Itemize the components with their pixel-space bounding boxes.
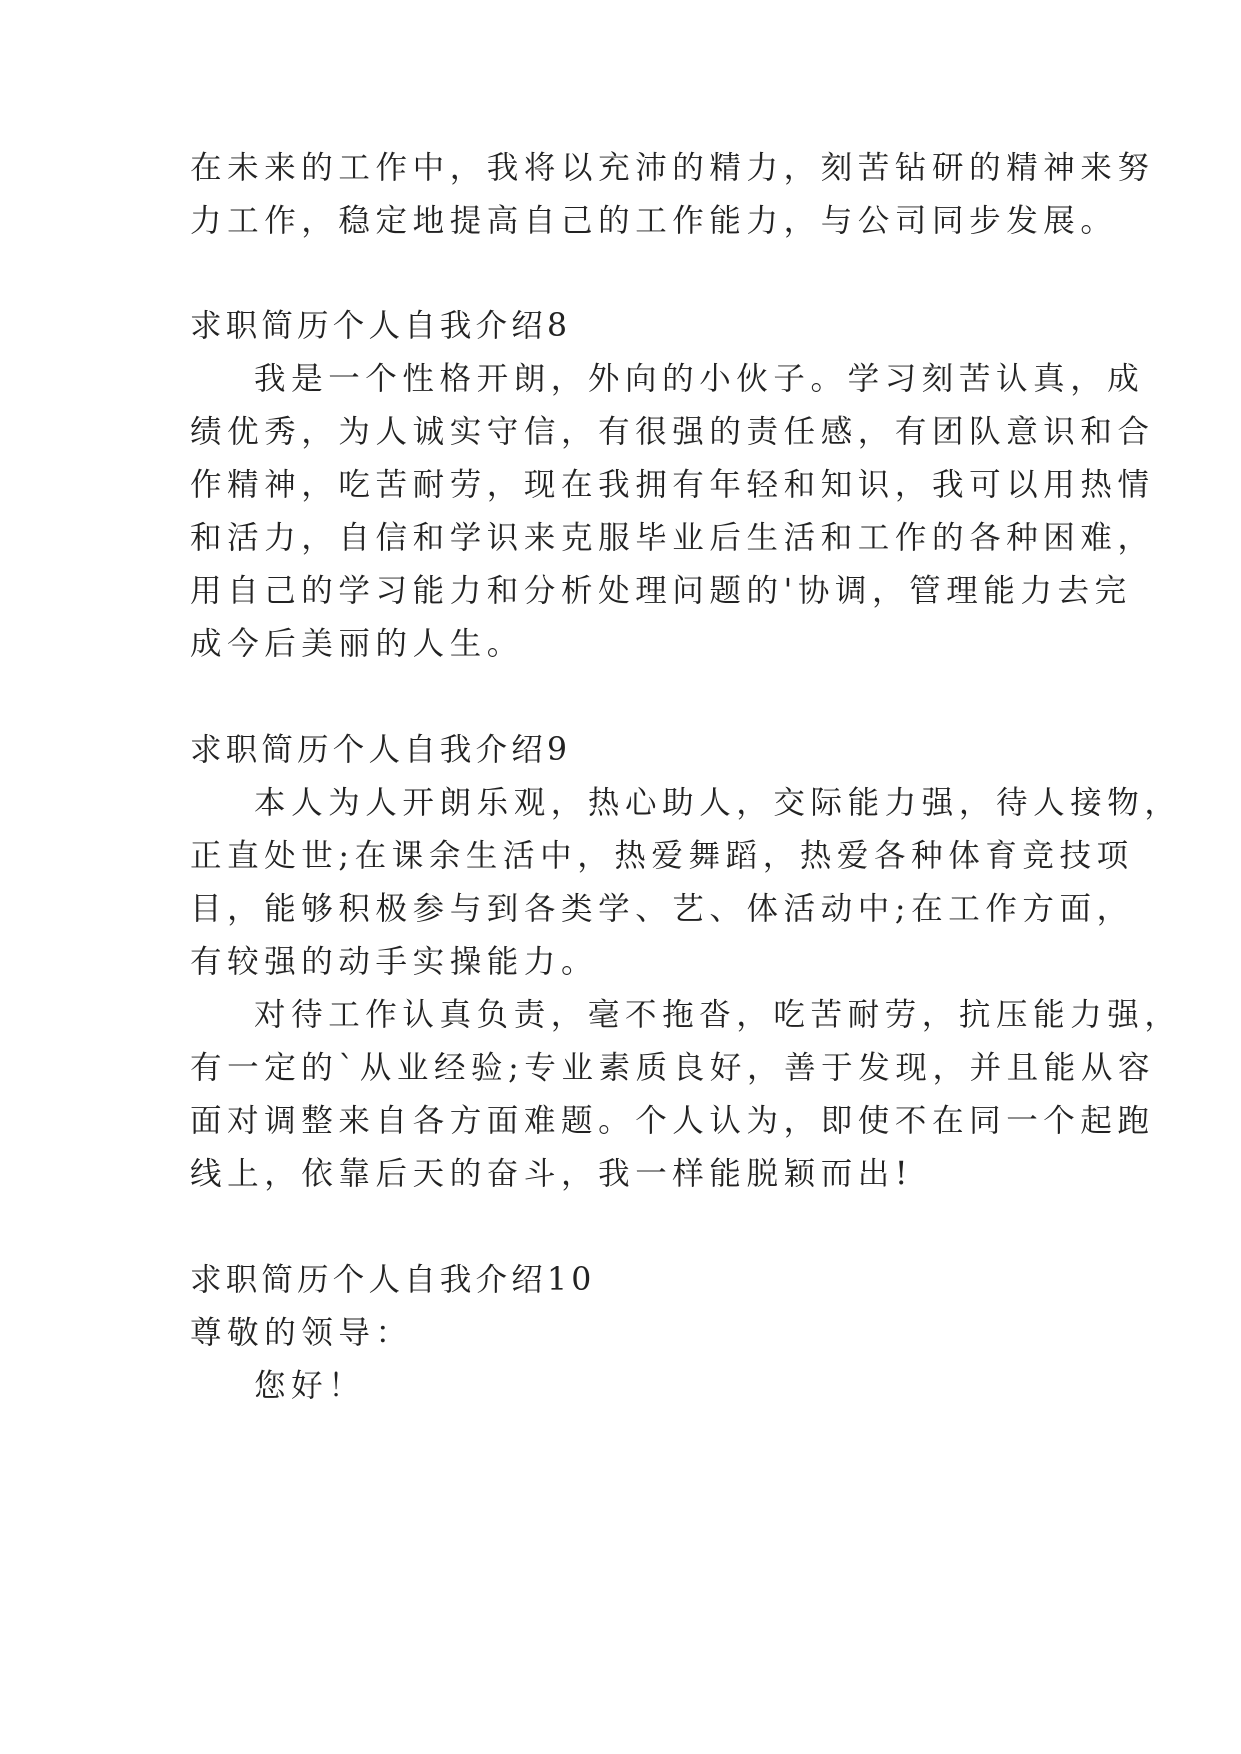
paragraph-line: 有较强的动手实操能力。 [190,944,599,980]
paragraph-line: 目，能够积极参与到各类学、艺、体活动中;在工作方面， [190,891,1134,927]
paragraph-line: 成今后美丽的人生。 [190,626,524,662]
paragraph-line: 绩优秀，为人诚实守信，有很强的责任感，有团队意识和合 [190,414,1155,450]
salutation: 尊敬的领导： [190,1315,413,1351]
greeting: 您好！ [254,1368,366,1404]
paragraph-line: 本人为人开朗乐观，热心助人，交际能力强，待人接物， [254,785,1182,821]
section-heading: 求职简历个人自我介绍10 [190,1262,596,1298]
paragraph-line: 用自己的学习能力和分析处理问题的'协调，管理能力去完 [190,573,1132,609]
section-heading: 求职简历个人自我介绍8 [190,308,572,344]
paragraph-line: 面对调整来自各方面难题。个人认为，即使不在同一个起跑 [190,1103,1155,1139]
section-heading: 求职简历个人自我介绍9 [190,732,572,768]
paragraph-line: 正直处世;在课余生活中，热爱舞蹈，热爱各种体育竞技项 [190,838,1134,874]
paragraph-line: 力工作，稳定地提高自己的工作能力，与公司同步发展。 [190,203,1118,239]
paragraph-line: 我是一个性格开朗，外向的小伙子。学习刻苦认真，成 [254,361,1145,397]
paragraph-line: 在未来的工作中，我将以充沛的精力，刻苦钻研的精神来努 [190,150,1155,186]
paragraph-line: 有一定的`从业经验;专业素质良好，善于发现，并且能从容 [190,1050,1156,1086]
paragraph-line: 和活力，自信和学识来克服毕业后生活和工作的各种困难， [190,520,1155,556]
paragraph-line: 对待工作认真负责，毫不拖沓，吃苦耐劳，抗压能力强， [254,997,1182,1033]
paragraph-line: 线上，依靠后天的奋斗，我一样能脱颖而出! [190,1156,914,1192]
paragraph-line: 作精神，吃苦耐劳，现在我拥有年轻和知识，我可以用热情 [190,467,1155,503]
